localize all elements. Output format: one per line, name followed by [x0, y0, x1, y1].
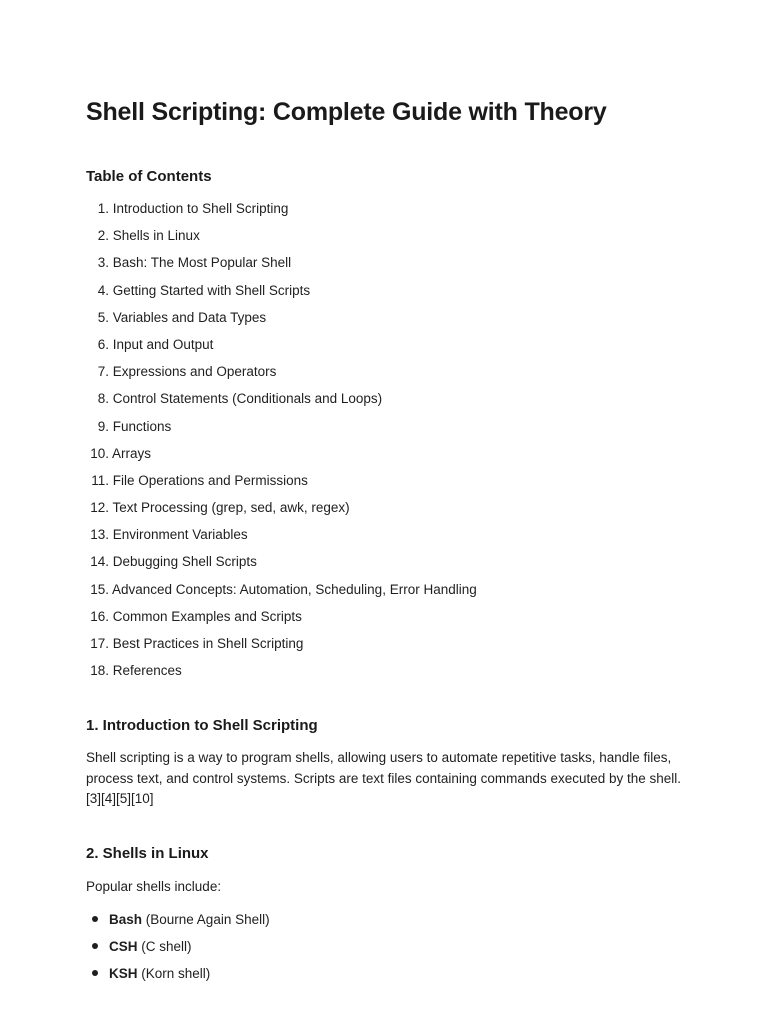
shell-name: CSH — [109, 939, 138, 954]
toc-item-text: Text Processing (grep, sed, awk, regex) — [112, 500, 350, 516]
section-heading-introduction: 1. Introduction to Shell Scripting — [86, 717, 318, 734]
toc-item — [86, 661, 477, 688]
toc-item — [86, 335, 477, 362]
bullet-icon — [92, 916, 98, 922]
toc-heading: Table of Contents — [86, 168, 212, 185]
toc-item-text: References — [112, 663, 182, 679]
toc-item-number: 15. — [90, 581, 109, 597]
toc-item-number: 7. — [97, 364, 109, 380]
toc-item — [86, 444, 477, 471]
toc-item-number: 1. — [97, 201, 109, 216]
toc-item-text: Bash: The Most Popular Shell — [112, 255, 292, 271]
toc-item-number: 14. — [90, 554, 109, 570]
toc-item — [86, 389, 477, 416]
shell-name: KSH — [109, 966, 138, 981]
toc-item — [86, 580, 477, 607]
toc-item-text: Common Examples and Scripts — [112, 608, 302, 624]
toc-item — [86, 607, 477, 634]
shell-description: (C shell) — [137, 939, 192, 954]
toc-item-text: Advanced Concepts: Automation, Scheduling, Error Handling — [112, 581, 477, 597]
toc-item-text: Shells in Linux — [112, 228, 200, 244]
toc-item — [86, 525, 477, 552]
document-title: Shell Scripting: Complete Guide with Theory — [86, 98, 607, 126]
toc-item-number: 11. — [91, 472, 109, 488]
toc-item-number: 6. — [97, 336, 109, 352]
toc-item-number: 12. — [90, 500, 109, 516]
shell-name: Bash — [109, 912, 143, 927]
shell-description: (Korn shell) — [137, 966, 211, 981]
toc-item-text: Debugging Shell Scripts — [112, 554, 257, 570]
toc-item — [86, 498, 477, 525]
toc-item — [86, 199, 477, 226]
toc-item-number: 13. — [90, 527, 109, 543]
toc-item-text: Control Statements (Conditionals and Loops) — [112, 391, 383, 407]
list-item — [86, 964, 270, 991]
section-paragraph-introduction: Shell scripting is a way to program shells, allowing users to automate repetitive tasks, handle files, process text, and control systems. Scripts are text files containing commands executed by the shell.[3][4][5][10] — [86, 750, 682, 806]
toc-item — [86, 417, 477, 444]
toc-item — [86, 362, 477, 389]
section-paragraph-shells-intro: Popular shells include: — [86, 879, 222, 894]
toc-item — [86, 634, 477, 661]
toc-item — [86, 471, 477, 498]
toc-item-text: Variables and Data Types — [112, 309, 267, 325]
bullet-icon — [92, 943, 98, 949]
list-item — [86, 937, 270, 964]
section-heading-shells: 2. Shells in Linux — [86, 845, 209, 862]
list-item — [86, 910, 270, 937]
toc-item-text: Expressions and Operators — [112, 364, 277, 380]
toc-item — [86, 253, 477, 280]
toc-item-text: File Operations and Permissions — [112, 472, 308, 488]
toc-item — [86, 308, 477, 335]
toc-item-text: Input and Output — [112, 336, 214, 352]
toc-item-number: 4. — [97, 282, 109, 298]
toc-item-text: Introduction to Shell Scripting — [112, 201, 289, 216]
toc-item-text: Functions — [112, 418, 172, 434]
toc-item — [86, 552, 477, 579]
toc-item-number: 17. — [90, 636, 109, 651]
table-of-contents — [86, 199, 477, 688]
shell-description: (Bourne Again Shell) — [142, 912, 270, 927]
toc-item-number: 8. — [97, 391, 109, 407]
toc-item-text: Environment Variables — [112, 527, 248, 543]
shell-list — [86, 910, 270, 991]
toc-item-number: 2. — [97, 228, 109, 244]
toc-item-text: Arrays — [112, 445, 152, 461]
bullet-icon — [92, 970, 98, 976]
toc-item-text: Best Practices in Shell Scripting — [112, 636, 304, 651]
toc-item-number: 18. — [90, 663, 109, 679]
toc-item-text: Getting Started with Shell Scripts — [112, 282, 311, 298]
toc-item — [86, 226, 477, 253]
toc-item-number: 3. — [97, 255, 109, 271]
toc-item-number: 9. — [97, 418, 109, 434]
toc-item-number: 10. — [90, 445, 109, 461]
toc-item — [86, 281, 477, 308]
toc-item-number: 16. — [90, 608, 109, 624]
toc-item-number: 5. — [97, 309, 109, 325]
